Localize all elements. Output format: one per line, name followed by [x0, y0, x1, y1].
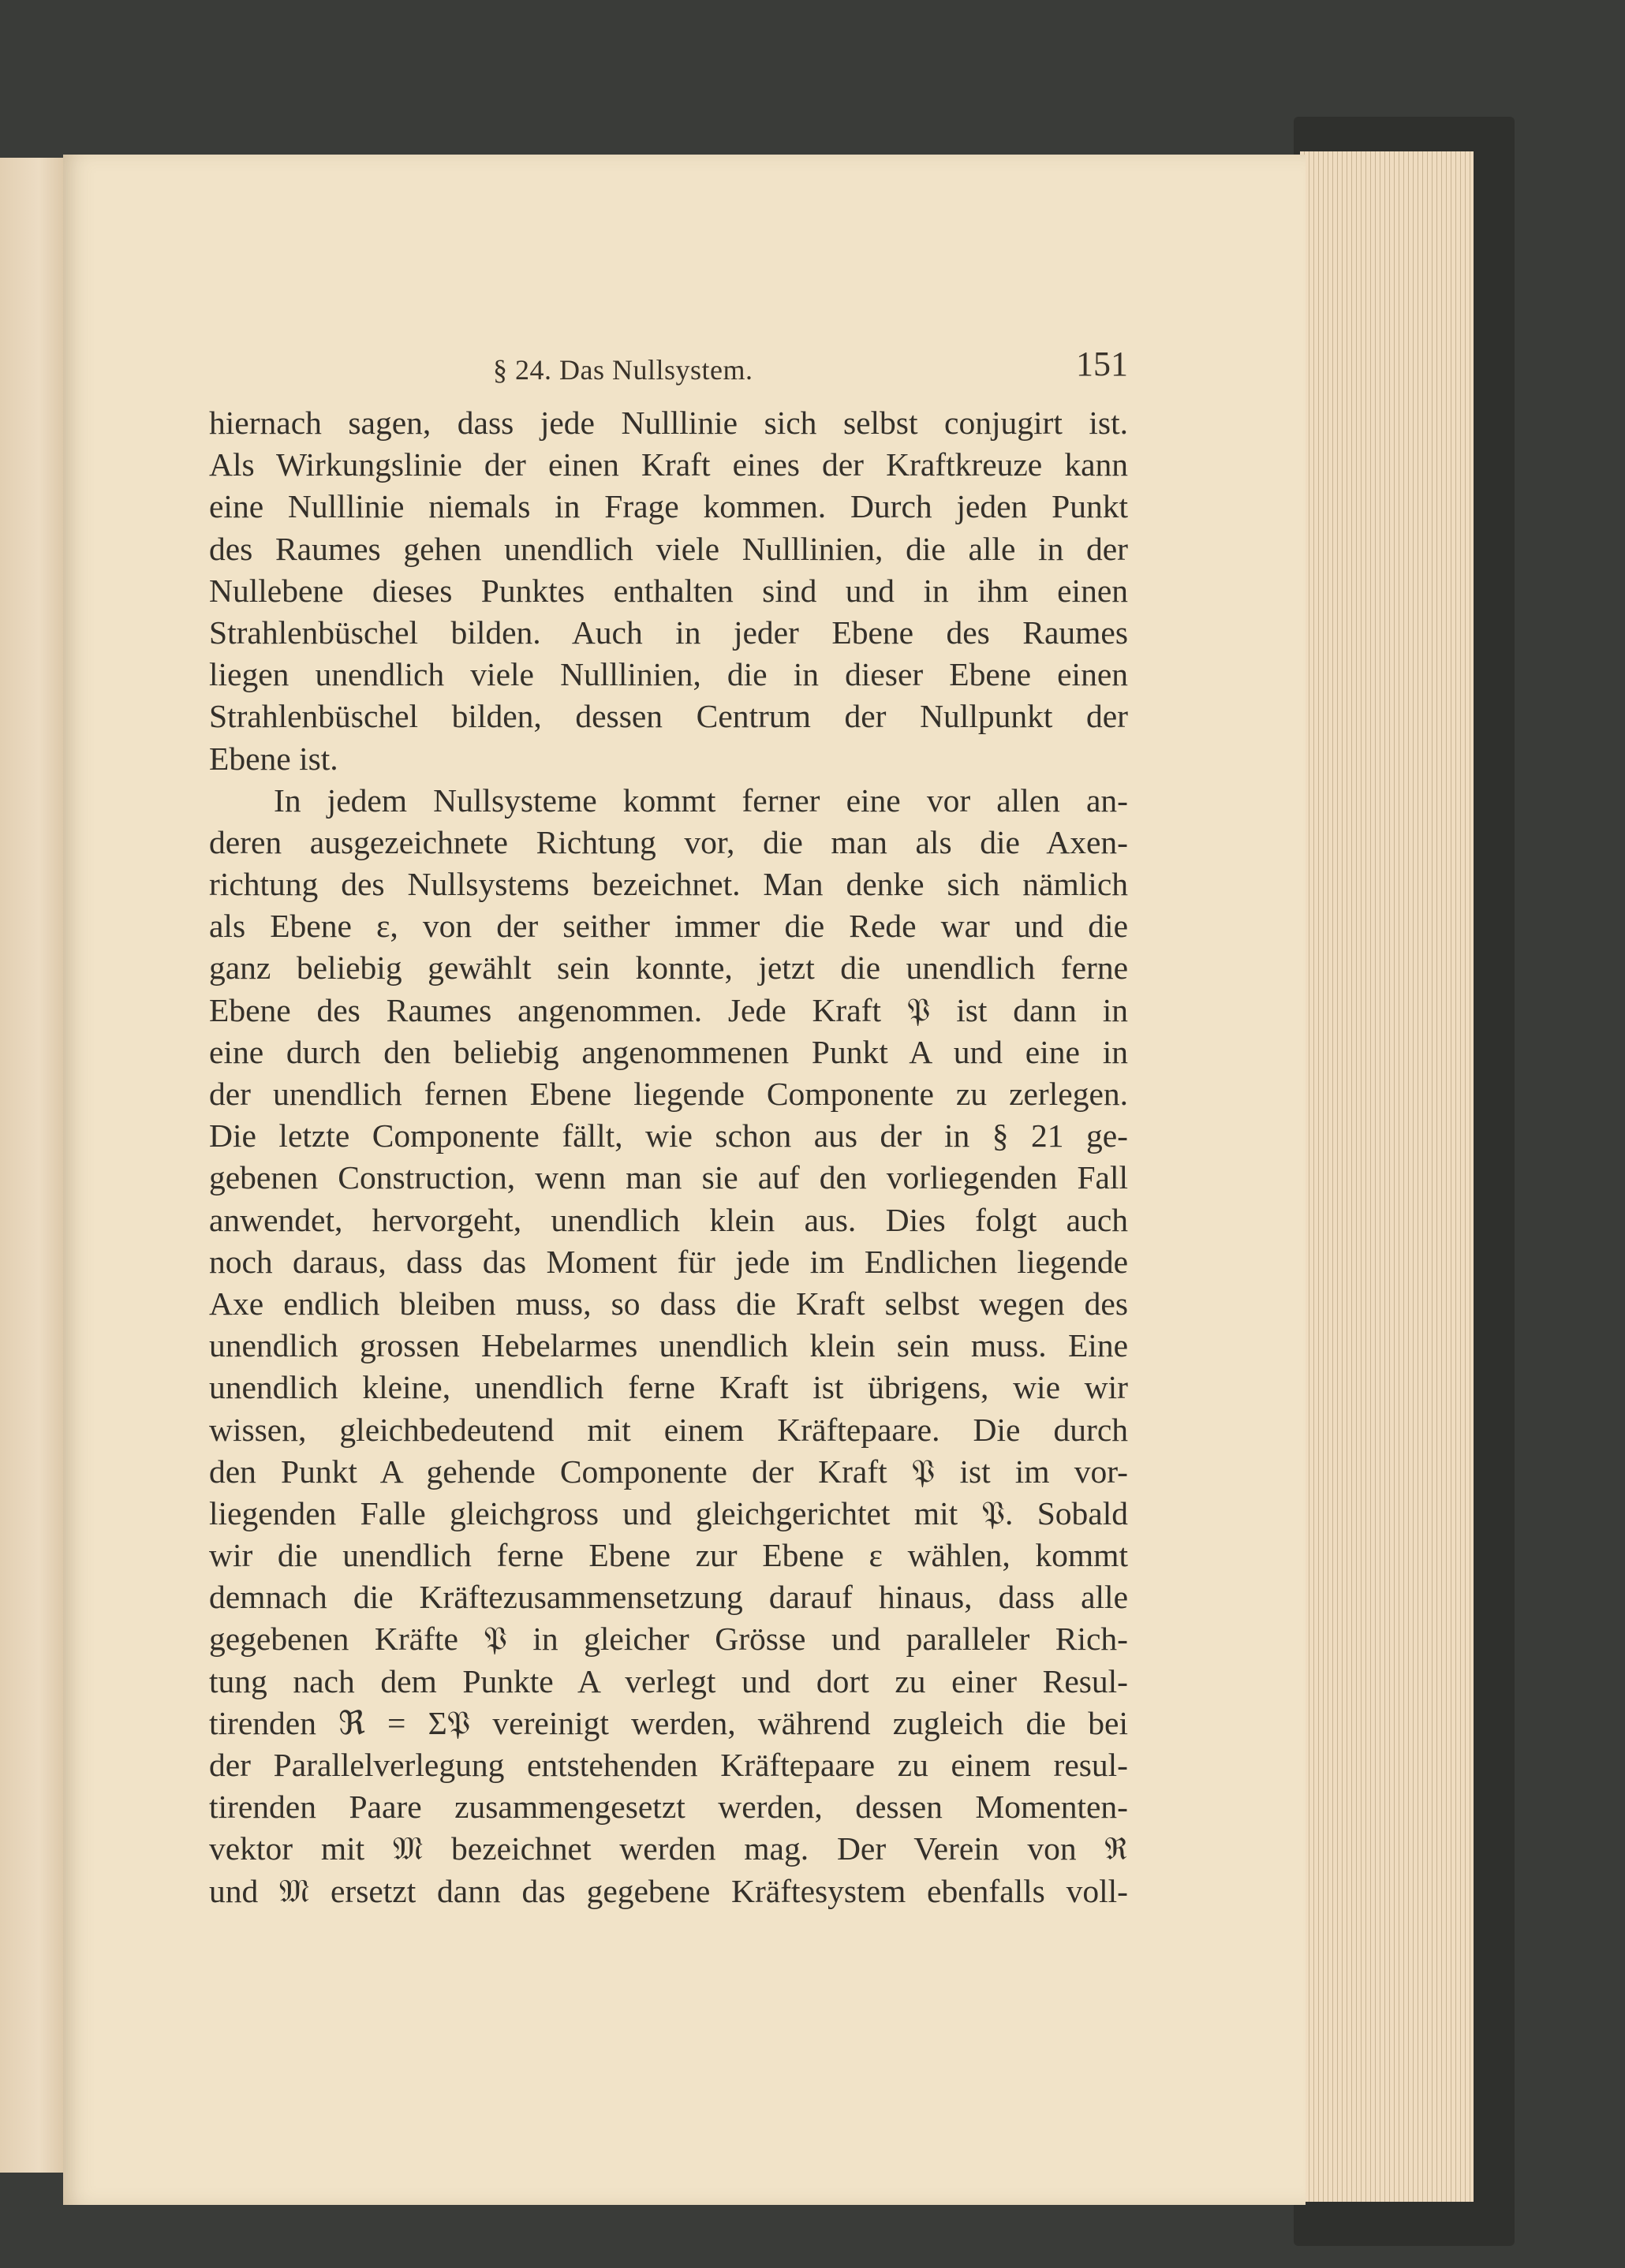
text-line: Die letzte Componente fällt, wie schon aus der in § 21 ge- [209, 1117, 1128, 1155]
text-line: Ebene ist. [209, 740, 338, 777]
text-line: gegebenen Kräfte 𝔓 in gleicher Grösse und paralleler Rich- [209, 1621, 1128, 1658]
text-line: Strahlenbüschel bilden, dessen Centrum der Nullpunkt der [209, 698, 1128, 735]
text-line: hiernach sagen, dass jede Nulllinie sich selbst conjugirt ist. [209, 405, 1128, 441]
text-line: wir die unendlich ferne Ebene zur Ebene ε wählen, kommt [209, 1537, 1128, 1574]
text-line: tung nach dem Punkte A verlegt und dort zu einer Resul- [209, 1662, 1128, 1699]
text-line: richtung des Nullsystems bezeichnet. Man denke sich nämlich [209, 866, 1128, 903]
text-line: der unendlich fernen Ebene liegende Componente zu zerlegen. [209, 1076, 1128, 1112]
text-line: Als Wirkungslinie der einen Kraft eines der Kraftkreuze kann [209, 446, 1128, 483]
page-number: 151 [1076, 345, 1128, 383]
text-line: der Parallelverlegung entstehenden Kräftepaare zu einem resul- [209, 1747, 1128, 1783]
text-line: tirenden ℜ = Σ𝔓 vereinigt werden, während zugleich die bei [209, 1704, 1128, 1741]
text-line: vektor mit 𝔐 bezeichnet werden mag. Der Verein von ℜ [209, 1830, 1128, 1867]
text-line: liegenden Falle gleichgross und gleichgerichtet mit 𝔓. Sobald [209, 1494, 1128, 1531]
text-line: gebenen Construction, wenn man sie auf den vorliegenden Fall [209, 1159, 1128, 1196]
text-line: noch daraus, dass das Moment für jede im Endlichen liegende [209, 1243, 1128, 1280]
text-line: und 𝔐 ersetzt dann das gegebene Kräftesystem ebenfalls voll- [209, 1872, 1128, 1909]
text-line: unendlich kleine, unendlich ferne Kraft ist übrigens, wie wir [209, 1369, 1128, 1406]
page-header [209, 344, 1128, 391]
running-head: § 24. Das Nullsystem. [493, 354, 753, 386]
text-line: wissen, gleichbedeutend mit einem Kräftepaare. Die durch [209, 1411, 1128, 1448]
text-line: unendlich grossen Hebelarmes unendlich klein sein muss. Eine [209, 1327, 1128, 1364]
text-line: eine durch den beliebig angenommenen Punkt A und eine in [209, 1033, 1128, 1070]
text-line: ganz beliebig gewählt sein konnte, jetzt die unendlich ferne [209, 949, 1128, 987]
text-line: demnach die Kräftezusammensetzung darauf hinaus, dass alle [209, 1579, 1128, 1616]
text-line: In jedem Nullsysteme kommt ferner eine vor allen an- [274, 781, 1128, 819]
text-line: Axe endlich bleiben muss, so dass die Kraft selbst wegen des [209, 1285, 1128, 1322]
text-line: Strahlenbüschel bilden. Auch in jeder Ebene des Raumes [209, 614, 1128, 651]
text-line: Nullebene dieses Punktes enthalten sind und in ihm einen [209, 572, 1128, 609]
text-line: eine Nulllinie niemals in Frage kommen. Durch jeden Punkt [209, 488, 1128, 525]
page-block-edges [1300, 151, 1474, 2202]
text-line: tirenden Paare zusammengesetzt werden, dessen Momenten- [209, 1789, 1128, 1826]
text-line: des Raumes gehen unendlich viele Nulllinien, die alle in der [209, 530, 1128, 567]
text-line: Ebene des Raumes angenommen. Jede Kraft 𝔓 ist dann in [209, 991, 1128, 1028]
text-line: als Ebene ε, von der seither immer die Rede war und die [209, 908, 1128, 945]
body-text [209, 402, 1128, 1912]
text-line: deren ausgezeichnete Richtung vor, die man als die Axen- [209, 823, 1128, 860]
text-line: liegen unendlich viele Nulllinien, die in dieser Ebene einen [209, 656, 1128, 693]
text-line: den Punkt A gehende Componente der Kraft 𝔓 ist im vor- [209, 1453, 1128, 1490]
text-line: anwendet, hervorgeht, unendlich klein aus. Dies folgt auch [209, 1201, 1128, 1238]
